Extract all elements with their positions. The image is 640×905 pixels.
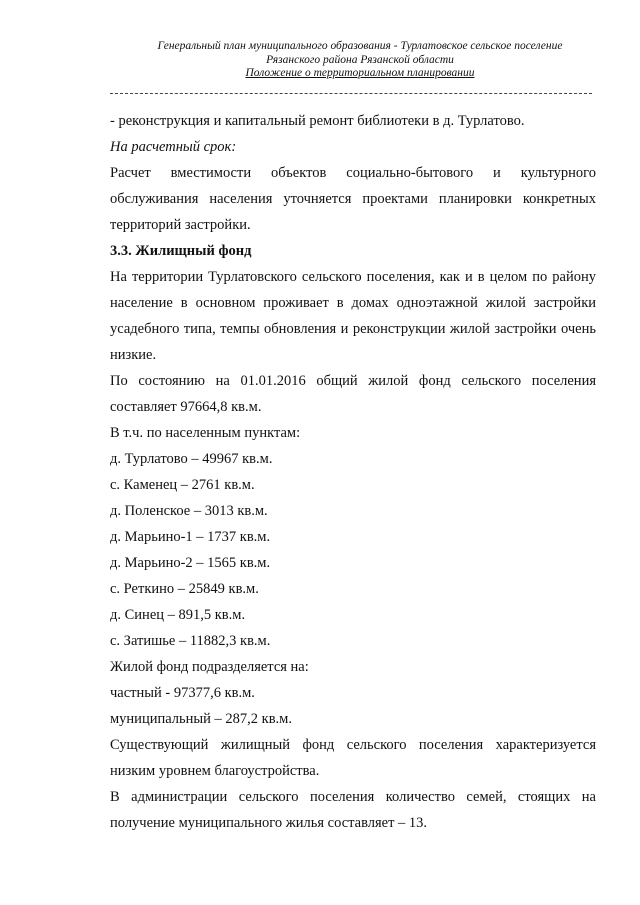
paragraph-amenities: Существующий жилищный фонд сельского поселения характеризуется низким уровнем благоустройства.	[110, 737, 596, 779]
list-item-private: частный - 97377,6 кв.м.	[110, 685, 255, 701]
list-item: д. Марьино-1 – 1737 кв.м.	[110, 529, 271, 545]
header-title: Генеральный план муниципального образования - Турлатовское сельское поселение	[157, 40, 563, 52]
page-header	[110, 40, 610, 81]
paragraph-library: - реконструкция и капитальный ремонт библиотеки в д. Турлатово.	[110, 113, 525, 129]
header-section: Положение о территориальном планировании	[245, 67, 475, 79]
list-item: с. Каменец – 2761 кв.м.	[110, 477, 255, 493]
paragraph-fund-division: Жилой фонд подразделяется на:	[110, 659, 309, 675]
document-body	[110, 108, 596, 836]
list-item: с. Затишье – 11882,3 кв.м.	[110, 633, 271, 649]
header-divider	[110, 93, 592, 94]
header-region: Рязанского района Рязанской области	[266, 53, 454, 66]
paragraph-calculation-term: На расчетный срок:	[110, 139, 237, 155]
list-item: с. Реткино – 25849 кв.м.	[110, 581, 259, 597]
list-item: д. Синец – 891,5 кв.м.	[110, 607, 246, 623]
paragraph-waiting-families: В администрации сельского поселения количество семей, стоящих на получение муниципального жилья составляет – 13.	[110, 789, 596, 831]
paragraph-housing-overview: На территории Турлатовского сельского поселения, как и в целом по району население в основном проживает в домах одноэтажной жилой застройки усадебного типа, темпы обновления и реконструкции жилой застройки очень низкие.	[110, 269, 596, 363]
list-item: д. Поленское – 3013 кв.м.	[110, 503, 268, 519]
list-item-municipal: муниципальный – 287,2 кв.м.	[110, 711, 292, 727]
paragraph-by-settlement: В т.ч. по населенным пунктам:	[110, 425, 301, 441]
list-item: д. Марьино-2 – 1565 кв.м.	[110, 555, 271, 571]
list-item: д. Турлатово – 49967 кв.м.	[110, 451, 273, 467]
paragraph-capacity: Расчет вместимости объектов социально-бытового и культурного обслуживания населения уточняется проектами планировки конкретных территорий застройки.	[110, 165, 596, 233]
paragraph-housing-total: По состоянию на 01.01.2016 общий жилой фонд сельского поселения составляет 97664,8 кв.м.	[110, 373, 596, 415]
section-heading: 3.3. Жилищный фонд	[110, 243, 252, 259]
